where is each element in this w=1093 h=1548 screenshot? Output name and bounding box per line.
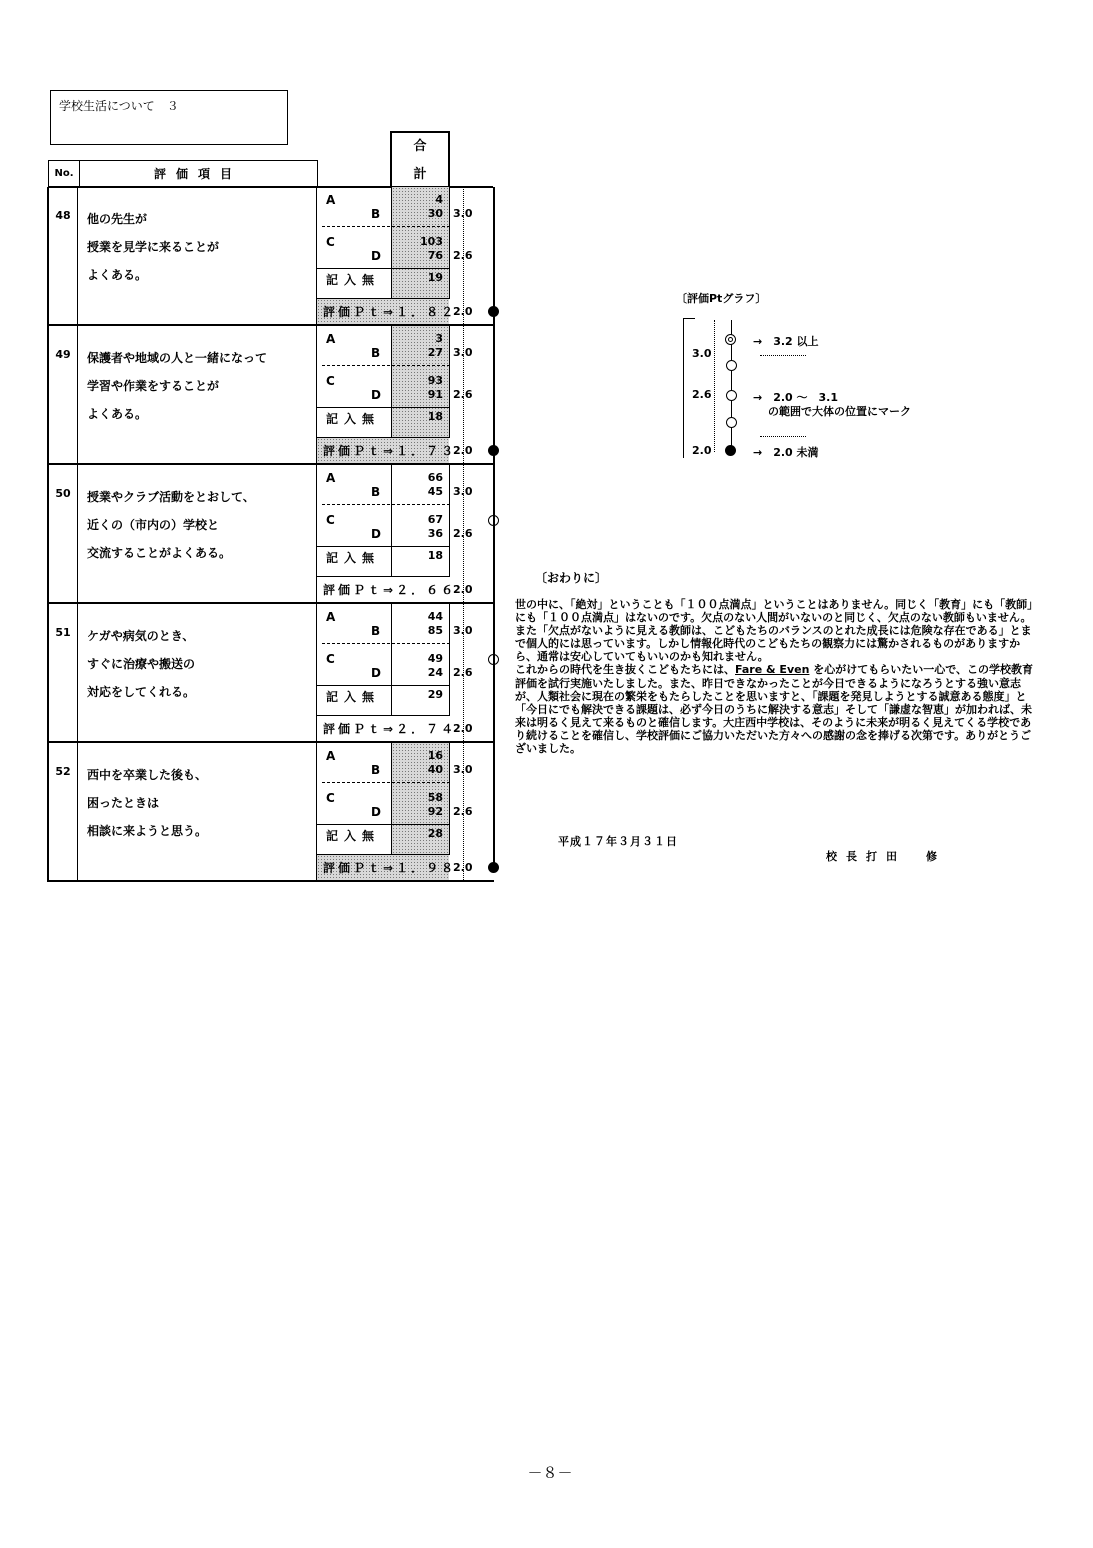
scale-20-label: 2.0 (453, 583, 473, 596)
count-d: 76 (427, 249, 443, 262)
evaluation-row (47, 187, 494, 326)
option-a-label: A (326, 471, 336, 485)
scale-20-label: 2.0 (453, 861, 473, 874)
row-dotted-divider (322, 504, 450, 505)
item-number: 51 (47, 604, 78, 743)
legend-scale-26: 2.6 (692, 388, 712, 401)
pt-prefix: 評価Ｐｔ⇒ (323, 444, 397, 458)
item-text-line: 相談に来ようと思う。 (87, 824, 208, 838)
header-item: 評価項目 (153, 167, 242, 181)
item-text-line: 授業を見学に来ることが (87, 240, 220, 254)
count-a: 16 (427, 749, 443, 762)
item-text (87, 344, 267, 428)
scale-20-label: 2.0 (453, 305, 473, 318)
option-d-label: D (371, 805, 381, 819)
option-a-label: A (326, 332, 336, 346)
closing-text (515, 598, 1040, 755)
principal-signature: 校長打田 修 (826, 850, 946, 863)
count-a: 4 (435, 193, 443, 206)
legend-title: 〔評価Ptグラフ〕 (676, 292, 767, 305)
legend-dotted-line (714, 320, 715, 452)
legend-axis-top (683, 318, 695, 319)
count-a: 44 (427, 610, 443, 623)
no-answer-label: 記入無 (326, 829, 381, 843)
legend-scale-20: 2.0 (692, 444, 712, 457)
option-b-label: B (371, 763, 381, 777)
scale-26-label: 2.6 (453, 388, 473, 401)
table-header (48, 160, 318, 186)
closing-paragraph-1: 世の中に、「絶対」ということも「１００点満点」ということはありません。同じく「教育」にも「教師」にも「１００点満点」はないのです。欠点のない人間がいないのと同じく、欠点のない教師もいません。また「欠点がないように見える教師は、こどもたちのバランスのとれた成長には危険な存在である」とまで個人的には思っています。しかし情報化時代のこどもたちの観察力には驚かされるものがありますから、通常は安心していてもいいのかも知れません。 (515, 598, 1039, 664)
pt-prefix: 評価Ｐｔ⇒ (323, 583, 397, 597)
option-d-label: D (371, 249, 381, 263)
evaluation-row (47, 326, 494, 465)
item-text-line: 授業やクラブ活動をとおして、 (87, 490, 255, 504)
count-d: 91 (427, 388, 443, 401)
option-b-label: B (371, 207, 381, 221)
open-circle-marker-icon (726, 417, 737, 428)
item-text-line: 保護者や地域の人と一緒になって (87, 351, 268, 365)
count-b: 45 (427, 485, 443, 498)
count-d: 36 (427, 527, 443, 540)
open-circle-marker-icon (726, 390, 737, 401)
option-c-label: C (326, 235, 335, 249)
evaluation-pt (317, 577, 457, 603)
item-number: 49 (47, 326, 78, 465)
legend-line-1: → 3.2 以上 (753, 335, 819, 348)
item-text-line: 西中を卒業した後も、 (87, 768, 208, 782)
total-column-header (390, 131, 450, 187)
double-circle-marker-icon (725, 334, 736, 345)
scale-26-label: 2.6 (453, 249, 473, 262)
row-dotted-divider (322, 226, 450, 227)
count-no-answer: 29 (427, 688, 443, 701)
pt-prefix: 評価Ｐｔ⇒ (323, 861, 397, 875)
scale-26-label: 2.6 (453, 666, 473, 679)
count-no-answer: 18 (427, 410, 443, 423)
row-divider (316, 268, 450, 269)
closing-paragraph-2b: を心がけてもらいたい一心で、この学校教育評価を試行実施いたしました。また、昨日できなかったことが今日できるようになろうとする強い意志が、人類社会に現在の繁栄をもたらしたことを思いますと、「課題を発見しようとする誠意ある態度」と「今日にでも解決できる課題は、必ず今日のうちに解決する意志」そして「謙虚な智恵」が加われば、未来は明るく見えて来るものと確信します。大庄西中学校は、そのように未来が明るく見えてくる学校であり続けることを確信し、学校評価にご協力いただいた方々への感謝の念を捧げる次第です。ありがとうございました。 (515, 663, 1034, 756)
count-c: 67 (427, 513, 443, 526)
count-b: 30 (427, 207, 443, 220)
count-b: 27 (427, 346, 443, 359)
evaluation-pt (317, 855, 457, 881)
scale-30-label: 3.0 (453, 485, 473, 498)
legend-axis (683, 318, 684, 458)
count-a: 66 (427, 471, 443, 484)
legend-line-2b: の範囲で大体の位置にマーク (768, 405, 911, 418)
pt-value: ２．６６ (396, 583, 457, 597)
evaluation-axis (493, 187, 495, 872)
option-c-label: C (326, 791, 335, 805)
option-c-label: C (326, 513, 335, 527)
item-text (87, 483, 255, 567)
option-b-label: B (371, 346, 381, 360)
fare-even-phrase: Fare & Even (735, 663, 810, 677)
count-no-answer: 19 (427, 271, 443, 284)
option-a-label: A (326, 610, 336, 624)
scale-30-label: 3.0 (453, 207, 473, 220)
option-d-label: D (371, 388, 381, 402)
evaluation-row (47, 465, 494, 604)
closing-paragraph-2a: これからの時代を生き抜くこどもたちには、 (515, 663, 735, 677)
option-a-label: A (326, 193, 336, 207)
item-text (87, 205, 219, 289)
no-answer-label: 記入無 (326, 273, 381, 287)
option-b-label: B (371, 624, 381, 638)
no-answer-label: 記入無 (326, 690, 381, 704)
count-c: 103 (420, 235, 443, 248)
row-divider (316, 407, 450, 408)
scale-26-label: 2.6 (453, 527, 473, 540)
count-d: 24 (427, 666, 443, 679)
item-text-line: 近くの（市内の）学校と (87, 518, 220, 532)
count-b: 85 (427, 624, 443, 637)
item-number: 50 (47, 465, 78, 604)
header-no: No. (49, 161, 80, 186)
count-no-answer: 28 (427, 827, 443, 840)
no-answer-label: 記入無 (326, 412, 381, 426)
evaluation-pt (317, 299, 457, 325)
pt-value: １．７３ (396, 444, 457, 458)
item-text-line: 学習や作業をすることが (87, 379, 220, 393)
evaluation-pt (317, 716, 457, 742)
count-a: 3 (435, 332, 443, 345)
item-text-line: すぐに治療や搬送の (87, 657, 196, 671)
count-c: 93 (427, 374, 443, 387)
option-a-label: A (326, 749, 336, 763)
pt-prefix: 評価Ｐｔ⇒ (323, 722, 397, 736)
option-b-label: B (371, 485, 381, 499)
filled-circle-marker-icon (725, 445, 736, 456)
open-circle-marker-icon (726, 360, 737, 371)
total-header-bottom: 計 (413, 167, 427, 182)
count-d: 92 (427, 805, 443, 818)
item-text-line: よくある。 (87, 268, 148, 282)
row-bottom-border (47, 880, 494, 882)
section-title-box (50, 90, 288, 145)
page-number: －８－ (527, 1464, 573, 1482)
legend-line-2a: → 2.0 ～ 3.1 (753, 391, 839, 404)
scale-20-label: 2.0 (453, 722, 473, 735)
option-d-label: D (371, 527, 381, 541)
total-header-top: 合 (413, 139, 427, 154)
pt-prefix: 評価Ｐｔ⇒ (323, 305, 397, 319)
scale-26-label: 2.6 (453, 805, 473, 818)
item-number: 52 (47, 743, 78, 882)
row-dotted-divider (322, 365, 450, 366)
closing-date: 平成１７年３月３１日 (558, 835, 678, 848)
closing-title: 〔おわりに〕 (535, 571, 608, 585)
row-dotted-divider (322, 643, 450, 644)
item-number: 48 (47, 187, 78, 326)
item-text-line: 対応をしてくれる。 (87, 685, 196, 699)
evaluation-row (47, 604, 494, 743)
legend-line-3: → 2.0 未満 (753, 446, 819, 459)
count-c: 58 (427, 791, 443, 804)
item-text-line: 困ったときは (87, 796, 160, 810)
scale-30-label: 3.0 (453, 624, 473, 637)
evaluation-pt (317, 438, 457, 464)
item-text (87, 761, 207, 845)
row-divider (316, 546, 450, 547)
section-title: 学校生活について ３ (59, 99, 179, 113)
item-text-line: よくある。 (87, 407, 148, 421)
count-b: 40 (427, 763, 443, 776)
pt-value: １．９８ (396, 861, 457, 875)
item-text-line: 他の先生が (87, 212, 148, 226)
scale-20-label: 2.0 (453, 444, 473, 457)
legend-dotted-guide (760, 355, 806, 356)
row-dotted-divider (322, 782, 450, 783)
item-text (87, 622, 195, 706)
option-c-label: C (326, 652, 335, 666)
count-c: 49 (427, 652, 443, 665)
item-text-line: 交流することがよくある。 (87, 546, 232, 560)
row-divider (316, 824, 450, 825)
pt-value: ２．７４ (396, 722, 457, 736)
closing-paragraph-2 (515, 663, 1040, 755)
legend-dotted-guide (760, 436, 806, 437)
no-answer-label: 記入無 (326, 551, 381, 565)
item-text-line: ケガや病気のとき、 (87, 629, 195, 643)
count-no-answer: 18 (427, 549, 443, 562)
scale-30-label: 3.0 (453, 346, 473, 359)
pt-value: １．８２ (396, 305, 457, 319)
option-d-label: D (371, 666, 381, 680)
evaluation-row (47, 743, 494, 882)
row-divider (316, 685, 450, 686)
option-c-label: C (326, 374, 335, 388)
legend-scale-30: 3.0 (692, 347, 712, 360)
scale-30-label: 3.0 (453, 763, 473, 776)
